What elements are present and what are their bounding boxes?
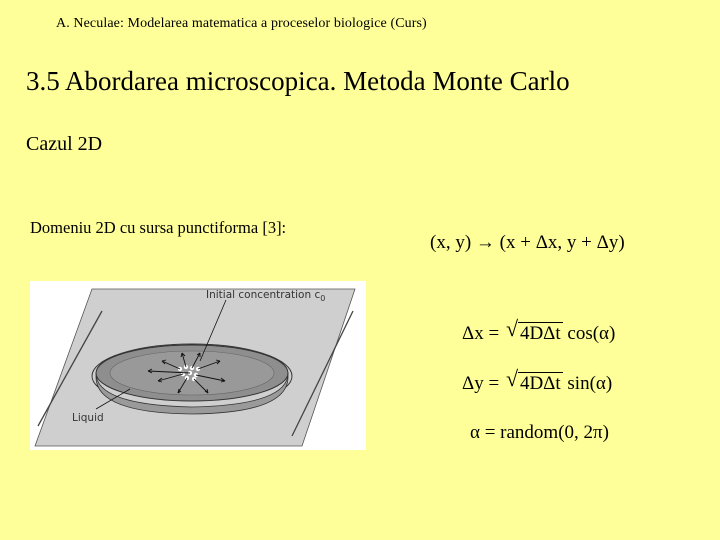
figure-caption: Domeniu 2D cu sursa punctiforma [3]: xyxy=(30,218,287,237)
step-arrow: → xyxy=(475,232,495,253)
alpha-lhs: α = xyxy=(470,422,496,443)
step-equation xyxy=(430,232,625,254)
sqrt-symbol: √ 4DΔt xyxy=(505,366,561,394)
diffusion-figure xyxy=(30,281,366,450)
dy-equation xyxy=(462,366,613,395)
concentration-label: Initial concentration $c_0$ xyxy=(206,289,326,303)
liquid-label: Liquid xyxy=(72,412,104,424)
slide-subtitle: Cazul 2D xyxy=(26,133,103,155)
alpha-rhs: random(0, 2π) xyxy=(500,422,609,443)
course-header: A. Neculae: Modelarea matematica a proceselor biologice (Curs) xyxy=(56,16,427,31)
step-rhs: (x + Δx, y + Δy) xyxy=(499,232,625,253)
dx-radicand: 4DΔt xyxy=(519,323,561,344)
slide-title: 3.5 Abordarea microscopica. Metoda Monte Carlo xyxy=(26,66,570,96)
step-lhs: (x, y) xyxy=(430,232,472,253)
dy-tail: sin(α) xyxy=(567,373,613,394)
sqrt-symbol: √ 4DΔt xyxy=(505,316,561,344)
dx-lhs: Δx = xyxy=(462,323,500,344)
alpha-equation xyxy=(470,422,609,444)
dx-tail: cos(α) xyxy=(567,323,616,344)
dx-equation xyxy=(462,316,616,345)
dy-radicand: 4DΔt xyxy=(519,373,561,394)
dy-lhs: Δy = xyxy=(462,373,500,394)
equation-block xyxy=(430,232,680,462)
